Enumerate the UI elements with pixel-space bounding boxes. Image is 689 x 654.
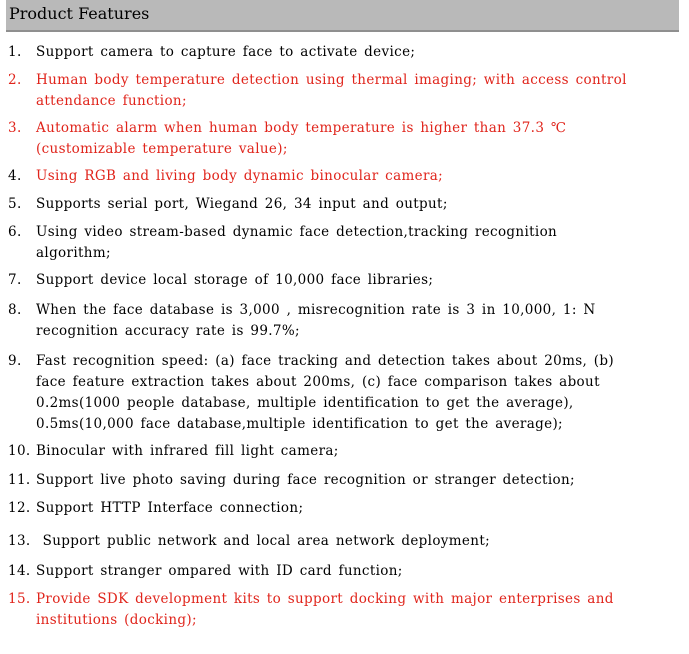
feature-item (8, 498, 303, 519)
feature-number: 4. (8, 168, 22, 184)
feature-text: Supports serial port, Wiegand 26, 34 input and output; (36, 196, 448, 212)
feature-number: 12. (8, 500, 31, 516)
feature-line (8, 589, 614, 610)
feature-text: Support live photo saving during face recognition or stranger detection; (36, 472, 575, 488)
feature-line (8, 393, 614, 414)
feature-text: Support device local storage of 10,000 face libraries; (36, 272, 434, 288)
feature-text: (customizable temperature value); (36, 141, 288, 157)
section-header (6, 0, 679, 32)
feature-text: Automatic alarm when human body temperature is higher than 37.3 ℃ (36, 120, 567, 136)
feature-line (8, 351, 614, 372)
feature-item (8, 589, 614, 631)
feature-item (8, 470, 575, 491)
feature-number: 13. (8, 533, 31, 549)
feature-text: face feature extraction takes about 200ms, (c) face comparison takes about (36, 374, 600, 390)
feature-number: 7. (8, 272, 22, 288)
feature-number: 2. (8, 72, 22, 88)
feature-text: Support HTTP Interface connection; (36, 500, 304, 516)
feature-line (8, 372, 614, 393)
feature-line (8, 531, 490, 552)
feature-item (8, 531, 490, 552)
feature-item (8, 300, 596, 342)
feature-text: Provide SDK development kits to support docking with major enterprises and (36, 591, 614, 607)
feature-line (8, 321, 596, 342)
feature-item (8, 561, 403, 582)
feature-text: Binocular with infrared fill light camera; (36, 443, 339, 459)
feature-text: institutions (docking); (36, 612, 197, 628)
feature-number: 14. (8, 563, 31, 579)
feature-number: 3. (8, 120, 22, 136)
feature-line (8, 194, 448, 215)
feature-line (8, 42, 415, 63)
feature-line (8, 610, 614, 631)
feature-number: 6. (8, 224, 22, 240)
feature-line (8, 118, 566, 139)
feature-text: 0.2ms(1000 people database, multiple identification to get the average), (36, 395, 574, 411)
feature-number: 5. (8, 196, 22, 212)
feature-text: Support camera to capture face to activate device; (36, 44, 416, 60)
feature-item (8, 42, 415, 63)
feature-text: Using video stream-based dynamic face detection,tracking recognition (36, 224, 558, 240)
feature-item (8, 118, 566, 160)
feature-item (8, 194, 448, 215)
feature-line (8, 561, 403, 582)
feature-line (8, 441, 339, 462)
feature-line (8, 470, 575, 491)
feature-line (8, 70, 627, 91)
feature-text: recognition accuracy rate is 99.7%; (36, 323, 300, 339)
feature-text: 0.5ms(10,000 face database,multiple identification to get the average); (36, 416, 563, 432)
feature-number: 10. (8, 443, 31, 459)
feature-number: 15. (8, 591, 31, 607)
feature-item (8, 166, 443, 187)
feature-number: 1. (8, 44, 22, 60)
feature-line (8, 498, 303, 519)
feature-text: Using RGB and living body dynamic binocular camera; (36, 168, 444, 184)
feature-line (8, 300, 596, 321)
feature-number: 8. (8, 302, 22, 318)
feature-text: Human body temperature detection using thermal imaging; with access control (36, 72, 627, 88)
feature-number: 11. (8, 472, 31, 488)
page-title: Product Features (9, 4, 150, 23)
feature-text: Support stranger ompared with ID card function; (36, 563, 403, 579)
feature-line (8, 166, 443, 187)
feature-item (8, 441, 339, 462)
feature-item (8, 351, 614, 435)
feature-line (8, 139, 566, 160)
feature-line (8, 414, 614, 435)
feature-line (8, 222, 557, 243)
feature-text: attendance function; (36, 93, 187, 109)
feature-line (8, 270, 433, 291)
feature-item (8, 270, 433, 291)
feature-text: algorithm; (36, 245, 111, 261)
feature-text: Support public network and local area network deployment; (36, 533, 490, 549)
feature-number: 9. (8, 353, 22, 369)
feature-item (8, 222, 557, 264)
feature-item (8, 70, 627, 112)
feature-line (8, 243, 557, 264)
feature-text: Fast recognition speed: (a) face tracking and detection takes about 20ms, (b) (36, 353, 615, 369)
feature-text: When the face database is 3,000 , misrecognition rate is 3 in 10,000, 1: N (36, 302, 596, 318)
feature-line (8, 91, 627, 112)
